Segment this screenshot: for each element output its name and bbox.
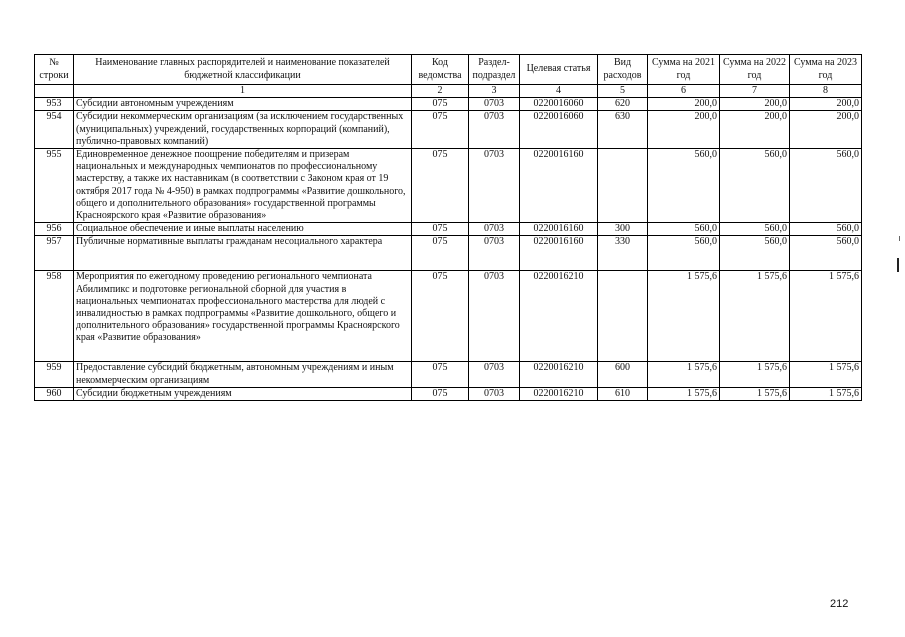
header-sum-2023: Сумма на 2023 год	[790, 55, 862, 85]
header-row-no: № строки	[35, 55, 74, 85]
row-dept-code: 075	[412, 362, 469, 387]
table-row	[35, 271, 862, 362]
col-number: 2	[412, 85, 469, 98]
row-target: 0220016060	[520, 98, 598, 111]
row-name: Публичные нормативные выплаты гражданам несоциального характера	[74, 236, 412, 271]
row-dept-code: 075	[412, 111, 469, 149]
row-sum-2022: 560,0	[720, 236, 790, 271]
row-section: 0703	[469, 98, 520, 111]
row-sum-2022: 1 575,6	[720, 362, 790, 387]
row-sum-2022: 200,0	[720, 98, 790, 111]
row-number: 955	[35, 149, 74, 223]
row-target: 0220016210	[520, 271, 598, 362]
col-number: 4	[520, 85, 598, 98]
row-exp-type: 630	[598, 111, 648, 149]
row-sum-2021: 200,0	[648, 111, 720, 149]
table-row	[35, 149, 862, 223]
row-section: 0703	[469, 223, 520, 236]
row-section: 0703	[469, 271, 520, 362]
row-sum-2023: 560,0	[790, 223, 862, 236]
table-body	[35, 98, 862, 401]
row-sum-2021: 560,0	[648, 236, 720, 271]
row-sum-2023: 560,0	[790, 236, 862, 271]
row-number: 954	[35, 111, 74, 149]
header-section: Раздел-подраздел	[469, 55, 520, 85]
column-number-row	[35, 85, 862, 98]
row-target: 0220016160	[520, 223, 598, 236]
row-target: 0220016160	[520, 236, 598, 271]
row-sum-2021: 1 575,6	[648, 387, 720, 400]
row-sum-2021: 200,0	[648, 98, 720, 111]
row-exp-type	[598, 271, 648, 362]
row-sum-2022: 200,0	[720, 111, 790, 149]
row-section: 0703	[469, 362, 520, 387]
row-name: Единовременное денежное поощрение победителям и призерам национальных и международных чемпионатов по профессиональному мастерству, а также их наставникам (в соответствии с Законом края от 19 октября 2017 года № 4-950) в рамках подпрограммы «Развитие дошкольного, общего и дополнительного образования» государственной программы Красноярского края «Развитие образования»	[74, 149, 412, 223]
header-exp-type: Вид расходов	[598, 55, 648, 85]
row-sum-2022: 560,0	[720, 149, 790, 223]
row-sum-2023: 200,0	[790, 98, 862, 111]
table-row	[35, 362, 862, 387]
table-row	[35, 111, 862, 149]
row-section: 0703	[469, 387, 520, 400]
table-header	[35, 55, 862, 98]
row-sum-2021: 1 575,6	[648, 362, 720, 387]
header-sum-2022: Сумма на 2022 год	[720, 55, 790, 85]
scan-artifact	[897, 258, 899, 272]
row-number: 953	[35, 98, 74, 111]
row-dept-code: 075	[412, 387, 469, 400]
row-dept-code: 075	[412, 98, 469, 111]
row-exp-type: 610	[598, 387, 648, 400]
row-section: 0703	[469, 149, 520, 223]
row-sum-2022: 1 575,6	[720, 387, 790, 400]
col-number: 7	[720, 85, 790, 98]
row-dept-code: 075	[412, 149, 469, 223]
row-exp-type: 600	[598, 362, 648, 387]
row-name: Социальное обеспечение и иные выплаты населению	[74, 223, 412, 236]
row-sum-2022: 1 575,6	[720, 271, 790, 362]
row-exp-type: 620	[598, 98, 648, 111]
col-number: 3	[469, 85, 520, 98]
scan-artifact	[899, 236, 900, 241]
row-number: 958	[35, 271, 74, 362]
header-target: Целевая статья	[520, 55, 598, 85]
header-dept-code: Код ведомства	[412, 55, 469, 85]
col-number: 8	[790, 85, 862, 98]
row-name: Субсидии бюджетным учреждениям	[74, 387, 412, 400]
col-number	[35, 85, 74, 98]
row-section: 0703	[469, 111, 520, 149]
row-number: 960	[35, 387, 74, 400]
row-section: 0703	[469, 236, 520, 271]
row-sum-2023: 1 575,6	[790, 387, 862, 400]
header-sum-2021: Сумма на 2021 год	[648, 55, 720, 85]
budget-table	[34, 54, 862, 401]
row-sum-2023: 200,0	[790, 111, 862, 149]
row-name: Субсидии автономным учреждениям	[74, 98, 412, 111]
row-target: 0220016210	[520, 362, 598, 387]
row-exp-type	[598, 149, 648, 223]
row-name: Предоставление субсидий бюджетным, автономным учреждениям и иным некоммерческим организациям	[74, 362, 412, 387]
row-exp-type: 330	[598, 236, 648, 271]
row-target: 0220016060	[520, 111, 598, 149]
col-number: 6	[648, 85, 720, 98]
table-row	[35, 223, 862, 236]
row-dept-code: 075	[412, 271, 469, 362]
table-row	[35, 387, 862, 400]
row-name: Мероприятия по ежегодному проведению регионального чемпионата Абилимпикс и подготовке региональной сборной для участия в национальных чемпионатах профессионального мастерства для людей с инвалидностью в рамках подпрограммы «Развитие дошкольного, общего и дополнительного образования» государственной программы Красноярского края «Развитие образования»	[74, 271, 412, 362]
row-target: 0220016160	[520, 149, 598, 223]
row-target: 0220016210	[520, 387, 598, 400]
col-number: 5	[598, 85, 648, 98]
row-dept-code: 075	[412, 223, 469, 236]
row-name: Субсидии некоммерческим организациям (за исключением государственных (муниципальных) учреждений, государственных корпораций (компаний), публично-правовых компаний)	[74, 111, 412, 149]
row-sum-2023: 1 575,6	[790, 362, 862, 387]
table-row	[35, 98, 862, 111]
row-dept-code: 075	[412, 236, 469, 271]
row-sum-2021: 560,0	[648, 223, 720, 236]
row-number: 959	[35, 362, 74, 387]
row-sum-2022: 560,0	[720, 223, 790, 236]
header-name: Наименование главных распорядителей и наименование показателей бюджетной классификации	[74, 55, 412, 85]
row-number: 957	[35, 236, 74, 271]
col-number: 1	[74, 85, 412, 98]
row-number: 956	[35, 223, 74, 236]
row-sum-2023: 560,0	[790, 149, 862, 223]
row-sum-2023: 1 575,6	[790, 271, 862, 362]
row-sum-2021: 560,0	[648, 149, 720, 223]
row-exp-type: 300	[598, 223, 648, 236]
page-number: 212	[830, 598, 849, 610]
row-sum-2021: 1 575,6	[648, 271, 720, 362]
table-row	[35, 236, 862, 271]
